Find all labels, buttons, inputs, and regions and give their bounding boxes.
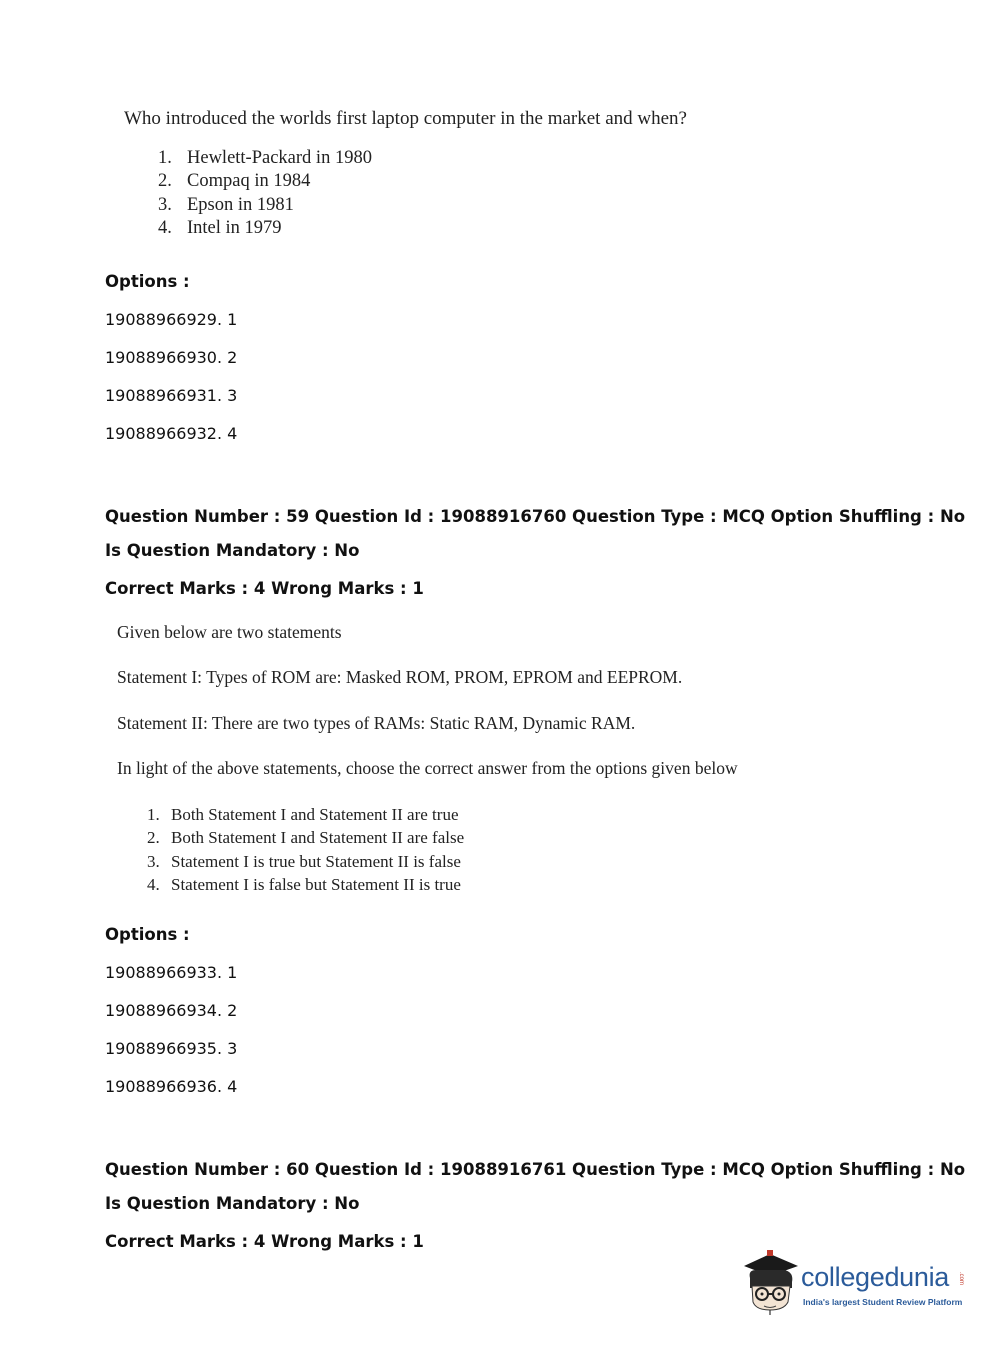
- list-item: 2. Both Statement I and Statement II are false: [147, 828, 465, 848]
- logo-tagline: India's largest Student Review Platform: [803, 1297, 963, 1307]
- option-id: 19088966932. 4: [105, 424, 238, 443]
- logo-com: .com: [958, 1272, 964, 1286]
- list-item: 2. Compaq in 1984: [158, 171, 311, 192]
- list-item: 1. Hewlett-Packard in 1980: [158, 148, 372, 168]
- option-id: 19088966929. 1: [105, 310, 238, 329]
- question-59-intro: Given below are two statements: [117, 622, 342, 642]
- option-id: 19088966934. 2: [105, 1001, 238, 1020]
- option-id: 19088966931. 3: [105, 386, 238, 405]
- question-60-header: Question Number : 60 Question Id : 19088916761 Question Type : MCQ Option Shuffling : No: [105, 1160, 966, 1179]
- list-item: 4. Intel in 1979: [158, 217, 282, 238]
- question-59-header: Question Number : 59 Question Id : 19088916760 Question Type : MCQ Option Shuffling : No: [105, 507, 966, 526]
- question-60-marks: Correct Marks : 4 Wrong Marks : 1: [105, 1232, 424, 1251]
- list-item: 4. Statement I is false but Statement II is true: [147, 874, 461, 894]
- question-60-mandatory: Is Question Mandatory : No: [105, 1194, 360, 1213]
- question-58-stem: Who introduced the worlds first laptop computer in the market and when?: [124, 108, 687, 129]
- question-59-statement-1: Statement I: Types of ROM are: Masked ROM, PROM, EPROM and EEPROM.: [117, 667, 683, 687]
- mascot-logo-icon: [740, 1248, 802, 1316]
- question-59-instruction: In light of the above statements, choose the correct answer from the options given below: [117, 758, 738, 778]
- question-59-mandatory: Is Question Mandatory : No: [105, 541, 360, 560]
- question-58-choices: [158, 147, 372, 240]
- options-label: Options :: [105, 272, 190, 291]
- logo-wordmark: collegedunia: [801, 1262, 950, 1292]
- question-59-marks: Correct Marks : 4 Wrong Marks : 1: [105, 579, 424, 598]
- option-id: 19088966930. 2: [105, 348, 238, 367]
- list-item: 3. Epson in 1981: [158, 194, 294, 215]
- option-id: 19088966936. 4: [105, 1077, 238, 1096]
- option-id: 19088966933. 1: [105, 963, 238, 982]
- list-item: 3. Statement I is true but Statement II is false: [147, 851, 461, 871]
- question-59-statement-2: Statement II: There are two types of RAMs: Static RAM, Dynamic RAM.: [117, 713, 636, 733]
- options-label: Options :: [105, 925, 190, 944]
- question-59-choices: [147, 803, 464, 896]
- option-id: 19088966935. 3: [105, 1039, 238, 1058]
- list-item: 1. Both Statement I and Statement II are true: [147, 805, 459, 824]
